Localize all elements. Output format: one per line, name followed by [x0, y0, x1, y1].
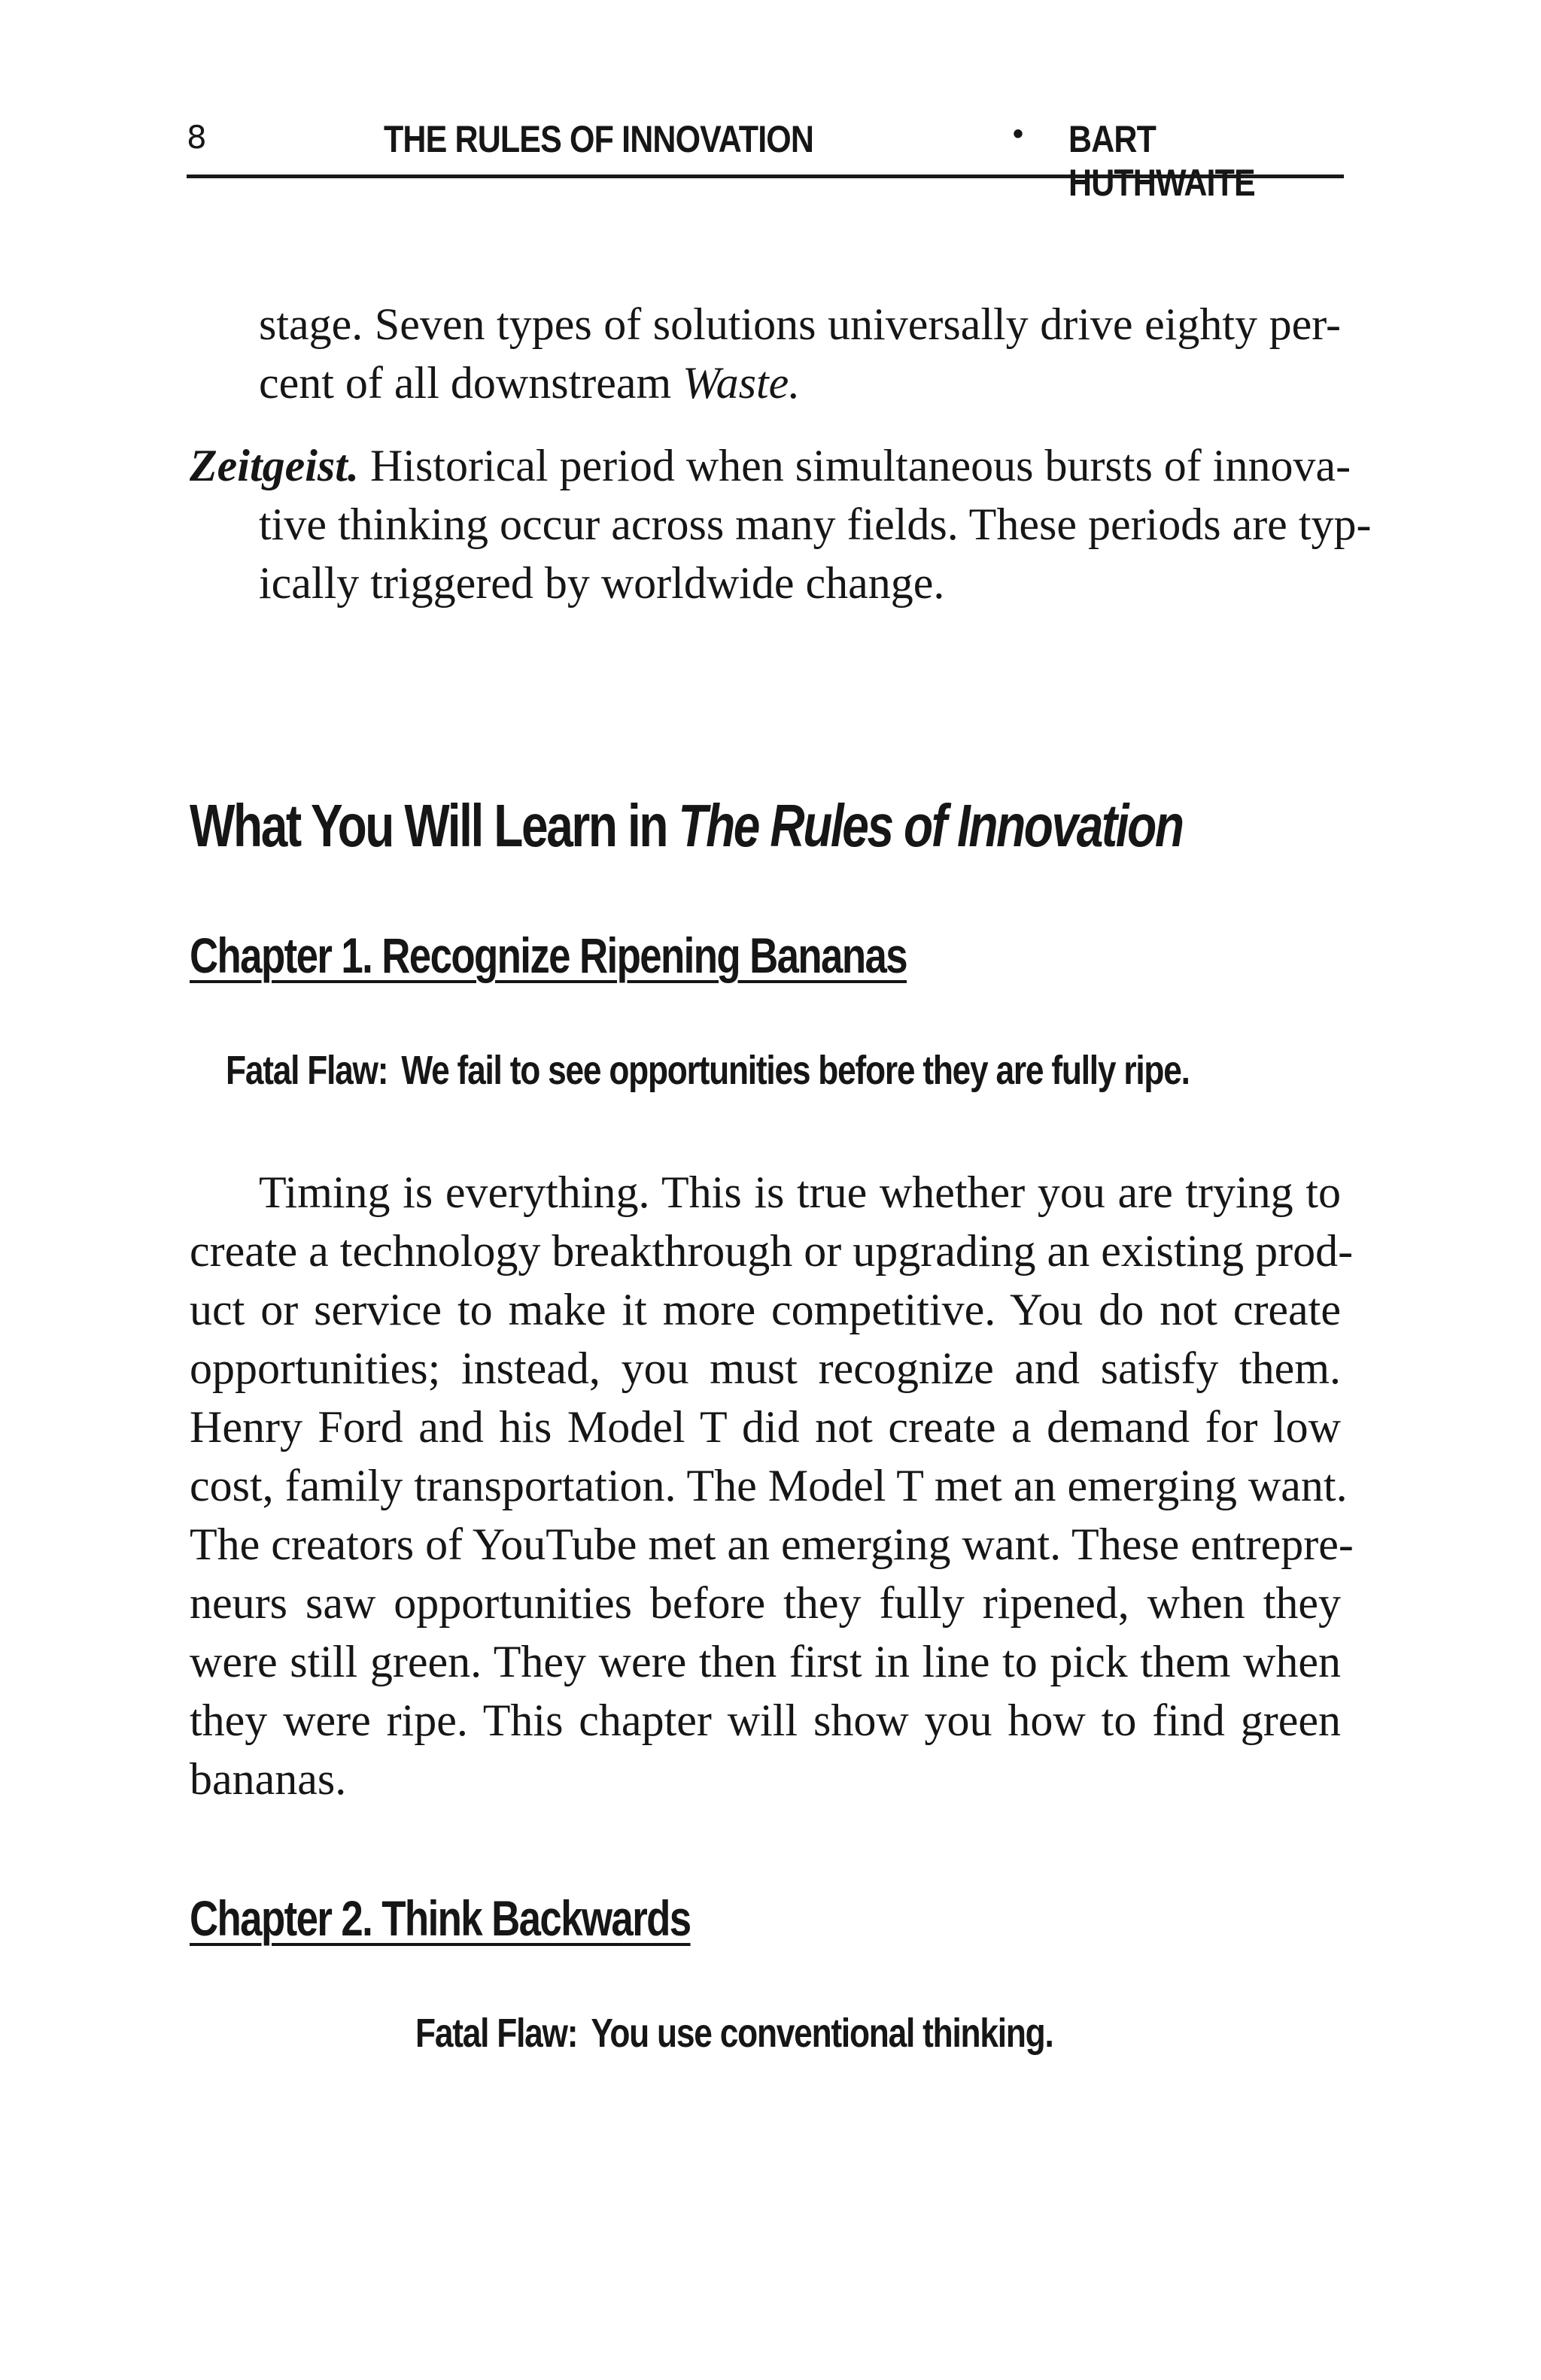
- glossary-term: Zeitgeist.: [190, 441, 359, 490]
- text-fragment: cent of all downstream: [259, 358, 683, 408]
- book-title: THE RULES OF INNOVATION: [384, 118, 814, 160]
- glossary-entry-zeitgeist: [190, 436, 1372, 612]
- chapter-1-body: [190, 1163, 1354, 1808]
- text-line: Henry Ford and his Model T did not create a demand for low: [190, 1402, 1341, 1452]
- text-line: cost, family transportation. The Model T met an emerging want.: [190, 1461, 1348, 1510]
- section-title-text: What You Will Learn in: [190, 792, 679, 859]
- text-line: stage. Seven types of solutions universally drive eighty per-: [259, 299, 1341, 349]
- text-line: [190, 436, 1351, 495]
- chapter-1-heading: Chapter 1. Recognize Ripening Bananas: [190, 927, 907, 983]
- italic-term: Waste.: [682, 358, 801, 408]
- author-name: BART HUTHWAITE: [1068, 118, 1255, 204]
- text-line: bananas.: [190, 1754, 347, 1804]
- text-line: ically triggered by worldwide change.: [259, 558, 945, 608]
- text-line: they were ripe. This chapter will show you how to find green: [190, 1695, 1341, 1745]
- fatal-flaw-text: We fail to see opportunities before they are fully ripe.: [401, 1048, 1190, 1093]
- text-line: tive thinking occur across many fields. These periods are typ-: [259, 499, 1372, 549]
- chapter-2-fatal-flaw: [415, 2010, 1053, 2057]
- chapter-2-heading: Chapter 2. Think Backwards: [190, 1890, 691, 1946]
- page-number: 8: [187, 119, 207, 156]
- text-line: [190, 354, 1341, 412]
- text-line: were still green. They were then first in line to pick them when: [190, 1637, 1341, 1686]
- text-line: Timing is everything. This is true whether you are trying to: [259, 1167, 1341, 1217]
- text-line: neurs saw opportunities before they fully ripened, when they: [190, 1578, 1341, 1628]
- section-title-book: The Rules of Innovation: [678, 792, 1183, 859]
- section-title: [190, 791, 1183, 861]
- running-header: [187, 113, 1344, 204]
- glossary-continuation: [190, 295, 1341, 412]
- text-line: uct or service to make it more competitive. You do not create: [190, 1285, 1341, 1334]
- header-separator: •: [1013, 117, 1024, 150]
- text-line: The creators of YouTube met an emerging want. These entrepre-: [190, 1519, 1354, 1569]
- text-line: opportunities; instead, you must recognize and satisfy them.: [190, 1343, 1341, 1393]
- text-fragment: Historical period when simultaneous bursts of innova-: [358, 441, 1351, 490]
- fatal-flaw-label: Fatal Flaw:: [226, 1048, 388, 1093]
- text-line: create a technology breakthrough or upgrading an existing prod-: [190, 1226, 1354, 1276]
- fatal-flaw-text: You use conventional thinking.: [591, 2011, 1053, 2056]
- fatal-flaw-label: Fatal Flaw:: [415, 2011, 578, 2056]
- chapter-1-fatal-flaw: [226, 1047, 1190, 1094]
